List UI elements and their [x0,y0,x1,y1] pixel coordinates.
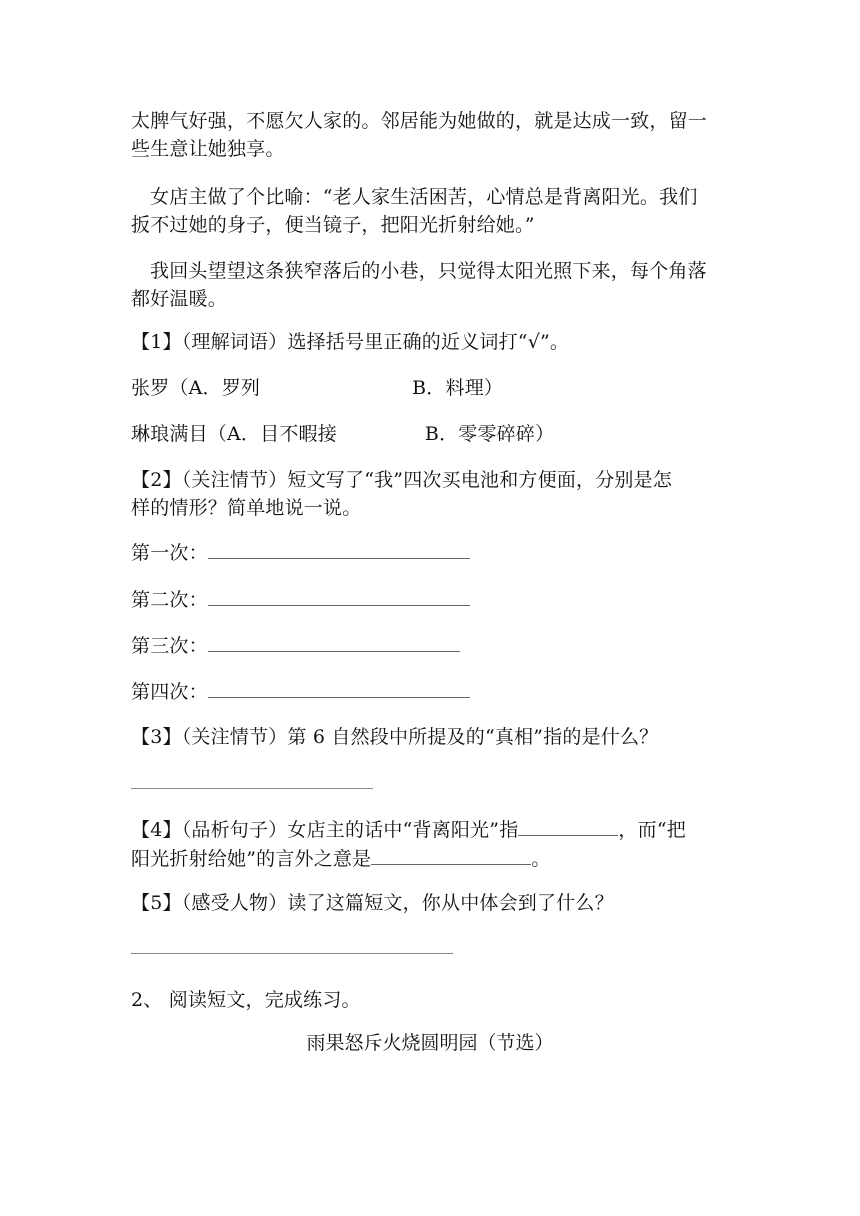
item-word: 琳琅满目（A．目不暇接 [131,423,337,445]
question-2-stem: 【2】（关注情节）短文写了“我”四次买电池和方便面，分别是怎 [131,469,673,491]
answer-blank[interactable] [208,697,470,698]
answer-blank[interactable] [208,558,470,559]
answer-blank[interactable] [208,651,460,652]
passage-line: 太脾气好强，不愿欠人家的。邻居能为她做的，就是达成一致，留一 [131,110,708,132]
question-2-stem: 样的情形？简单地说一说。 [131,497,362,519]
answer-line-third[interactable] [131,631,460,658]
question-4-line-2 [131,844,551,871]
question-5-stem: 【5】（感受人物）读了这篇短文，你从中体会到了什么？ [131,892,614,914]
question-4-text: ，而“把 [618,819,686,841]
answer-rule[interactable] [131,953,453,954]
section-2-label: 2、 阅读短文，完成练习。 [131,989,361,1011]
passage-line: 都好温暖。 [131,288,228,310]
answer-label: 第三次： [131,635,208,657]
answer-line-fourth[interactable] [131,677,470,704]
answer-label: 第一次： [131,542,208,564]
answer-blank[interactable] [208,605,470,606]
question-1-item-2 [131,419,554,446]
question-4-line-1 [131,815,686,842]
answer-blank[interactable] [371,864,531,865]
option-b: B．零零碎碎） [424,423,555,445]
question-1-item-1 [131,373,503,400]
answer-label: 第四次： [131,681,208,703]
item-word: 张罗（A．罗列 [131,377,261,399]
question-4-text: 【4】（品析句子）女店主的话中“背离阳光”指 [131,819,519,841]
answer-blank[interactable] [518,835,618,836]
option-b: B．料理） [412,377,504,399]
passage-line: 些生意让她独享。 [131,138,285,160]
question-4-text: 。 [531,848,551,870]
question-4-text: 阳光折射给她”的言外之意是 [131,848,372,870]
answer-line-first[interactable] [131,538,470,565]
answer-line-second[interactable] [131,585,470,612]
question-1-stem: 【1】（理解词语）选择括号里正确的近义词打“√”。 [131,331,570,353]
passage-line: 扳不过她的身子，便当镜子，把阳光折射给她。” [131,214,535,236]
question-3-stem: 【3】（关注情节）第 6 自然段中所提及的“真相”指的是什么？ [131,726,659,748]
answer-label: 第二次： [131,589,208,611]
answer-rule[interactable] [131,788,373,789]
passage-line: 我回头望望这条狭窄落后的小巷，只觉得太阳光照下来，每个角落 [150,260,707,282]
section-2-title: 雨果怒斥火烧圆明园（节选） [306,1032,554,1054]
passage-line: 女店主做了个比喻：“老人家生活困苦，心情总是背离阳光。我们 [150,186,698,208]
